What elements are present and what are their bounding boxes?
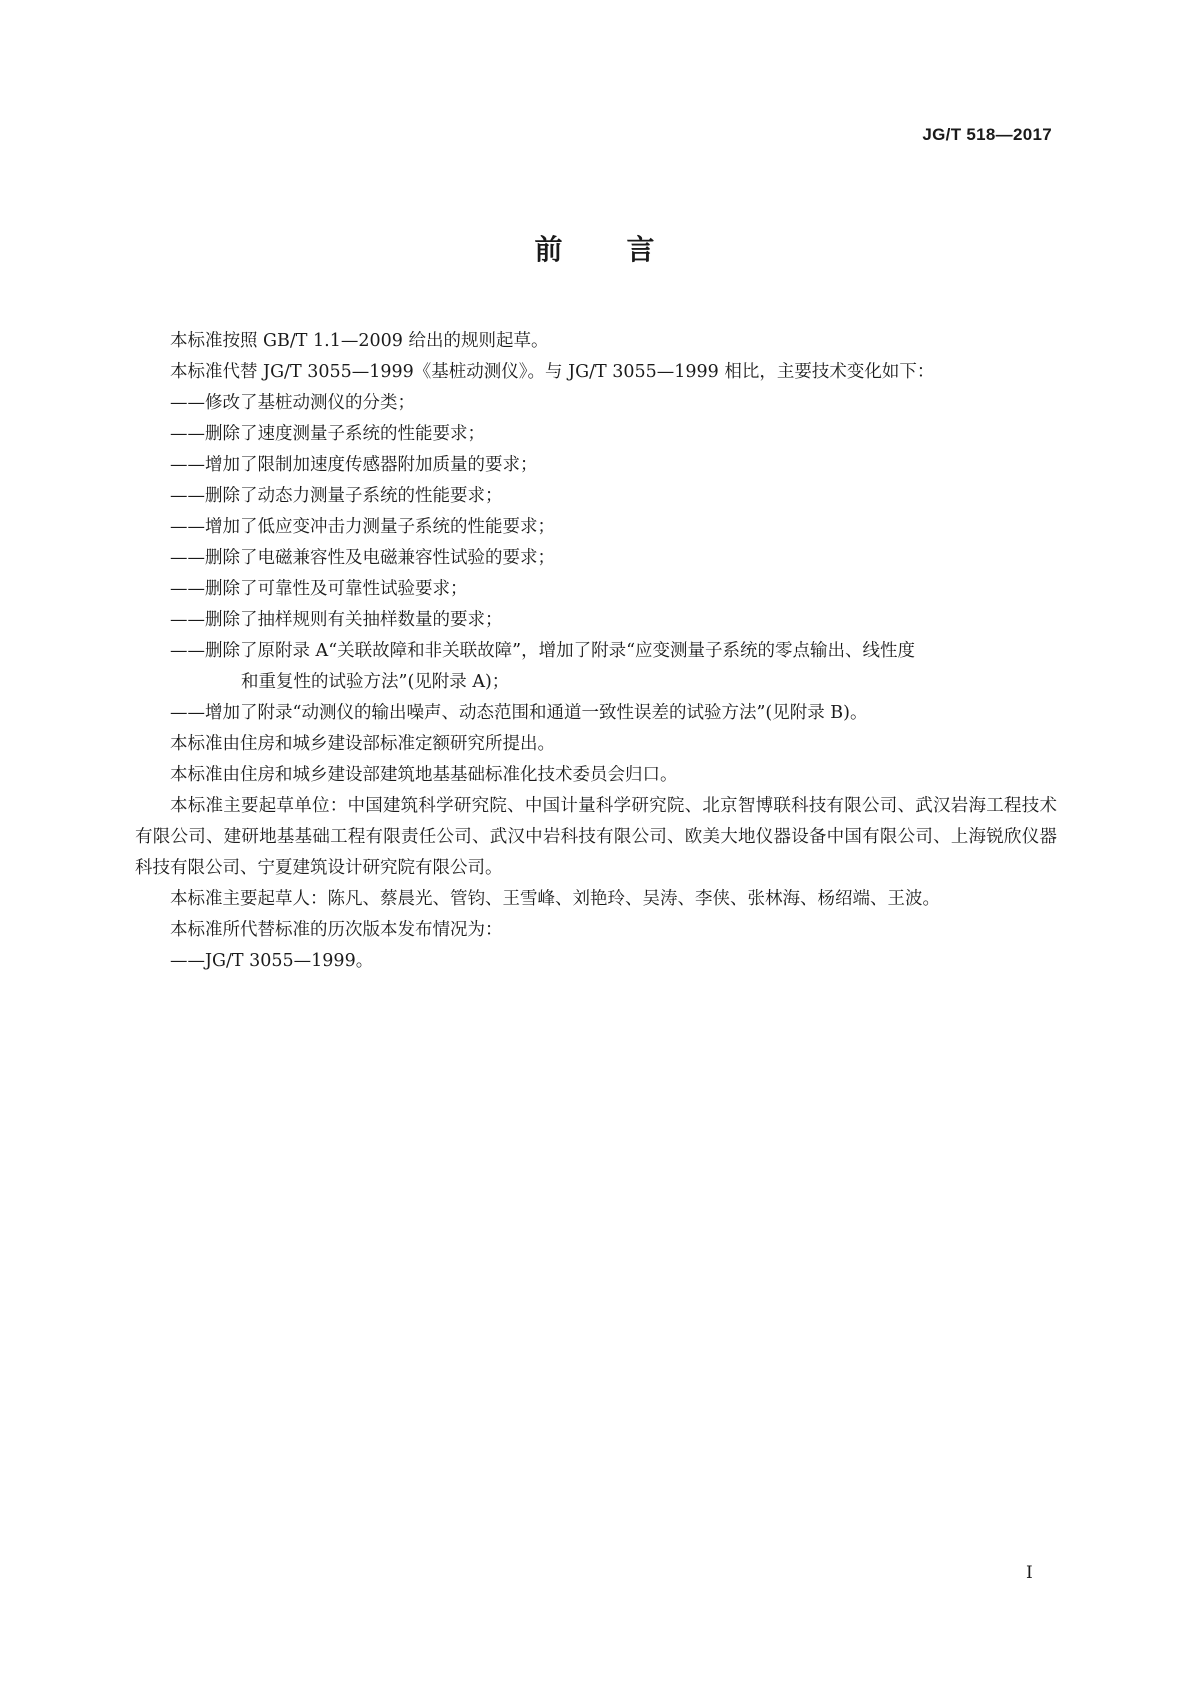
- paragraph-replacement: 本标准代替 JG/T 3055—1999《基桩动测仪》。与 JG/T 3055—1999 相比，主要技术变化如下：: [170, 362, 935, 382]
- page-number: I: [1026, 1563, 1033, 1583]
- change-item-appendix-b: ——增加了附录“动测仪的输出噪声、动态范围和通道一致性误差的试验方法”(见附录 B)。: [170, 703, 868, 723]
- change-item-appendix-a-line2: 和重复性的试验方法”(见附录 A)；: [241, 672, 510, 692]
- page-title: [0, 228, 1191, 268]
- history-item: ——JG/T 3055—1999。: [170, 951, 374, 971]
- change-item-appendix-a: [135, 636, 1057, 698]
- page-title-char-1: 前: [534, 233, 565, 266]
- paragraph-drafters: 本标准主要起草人：陈凡、蔡晨光、管钧、王雪峰、刘艳玲、吴涛、李侠、张林海、杨绍端、王波。: [170, 889, 940, 909]
- change-item-appendix-a-line1: ——删除了原附录 A“关联故障和非关联故障”，增加了附录“应变测量子系统的零点输出、线性度: [170, 641, 916, 661]
- paragraph-drafting-rules: 本标准按照 GB/T 1.1—2009 给出的规则起草。: [170, 331, 549, 351]
- page-title-char-2: 言: [626, 233, 657, 266]
- standard-code: JG/T 518—2017: [922, 125, 1052, 144]
- foreword-body: [135, 326, 1057, 977]
- paragraph-proposed-by: 本标准由住房和城乡建设部标准定额研究所提出。: [170, 734, 555, 754]
- paragraph-centralized-by: 本标准由住房和城乡建设部建筑地基基础标准化技术委员会归口。: [170, 765, 678, 785]
- change-item: ——修改了基桩动测仪的分类；: [170, 393, 415, 413]
- change-item: ——增加了低应变冲击力测量子系统的性能要求；: [170, 517, 555, 537]
- paragraph-drafting-units: 本标准主要起草单位：中国建筑科学研究院、中国计量科学研究院、北京智博联科技有限公司、武汉岩海工程技术有限公司、建研地基基础工程有限责任公司、武汉中岩科技有限公司、欧美大地仪器设备中国有限公司、上海锐欣仪器科技有限公司、宁夏建筑设计研究院有限公司。: [135, 796, 1057, 878]
- paragraph-version-history: 本标准所代替标准的历次版本发布情况为：: [170, 920, 503, 940]
- change-item: ——增加了限制加速度传感器附加质量的要求；: [170, 455, 538, 475]
- change-item: ——删除了电磁兼容性及电磁兼容性试验的要求；: [170, 548, 555, 568]
- change-item: ——删除了速度测量子系统的性能要求；: [170, 424, 485, 444]
- change-item: ——删除了抽样规则有关抽样数量的要求；: [170, 610, 503, 630]
- change-item: ——删除了可靠性及可靠性试验要求；: [170, 579, 468, 599]
- change-item: ——删除了动态力测量子系统的性能要求；: [170, 486, 503, 506]
